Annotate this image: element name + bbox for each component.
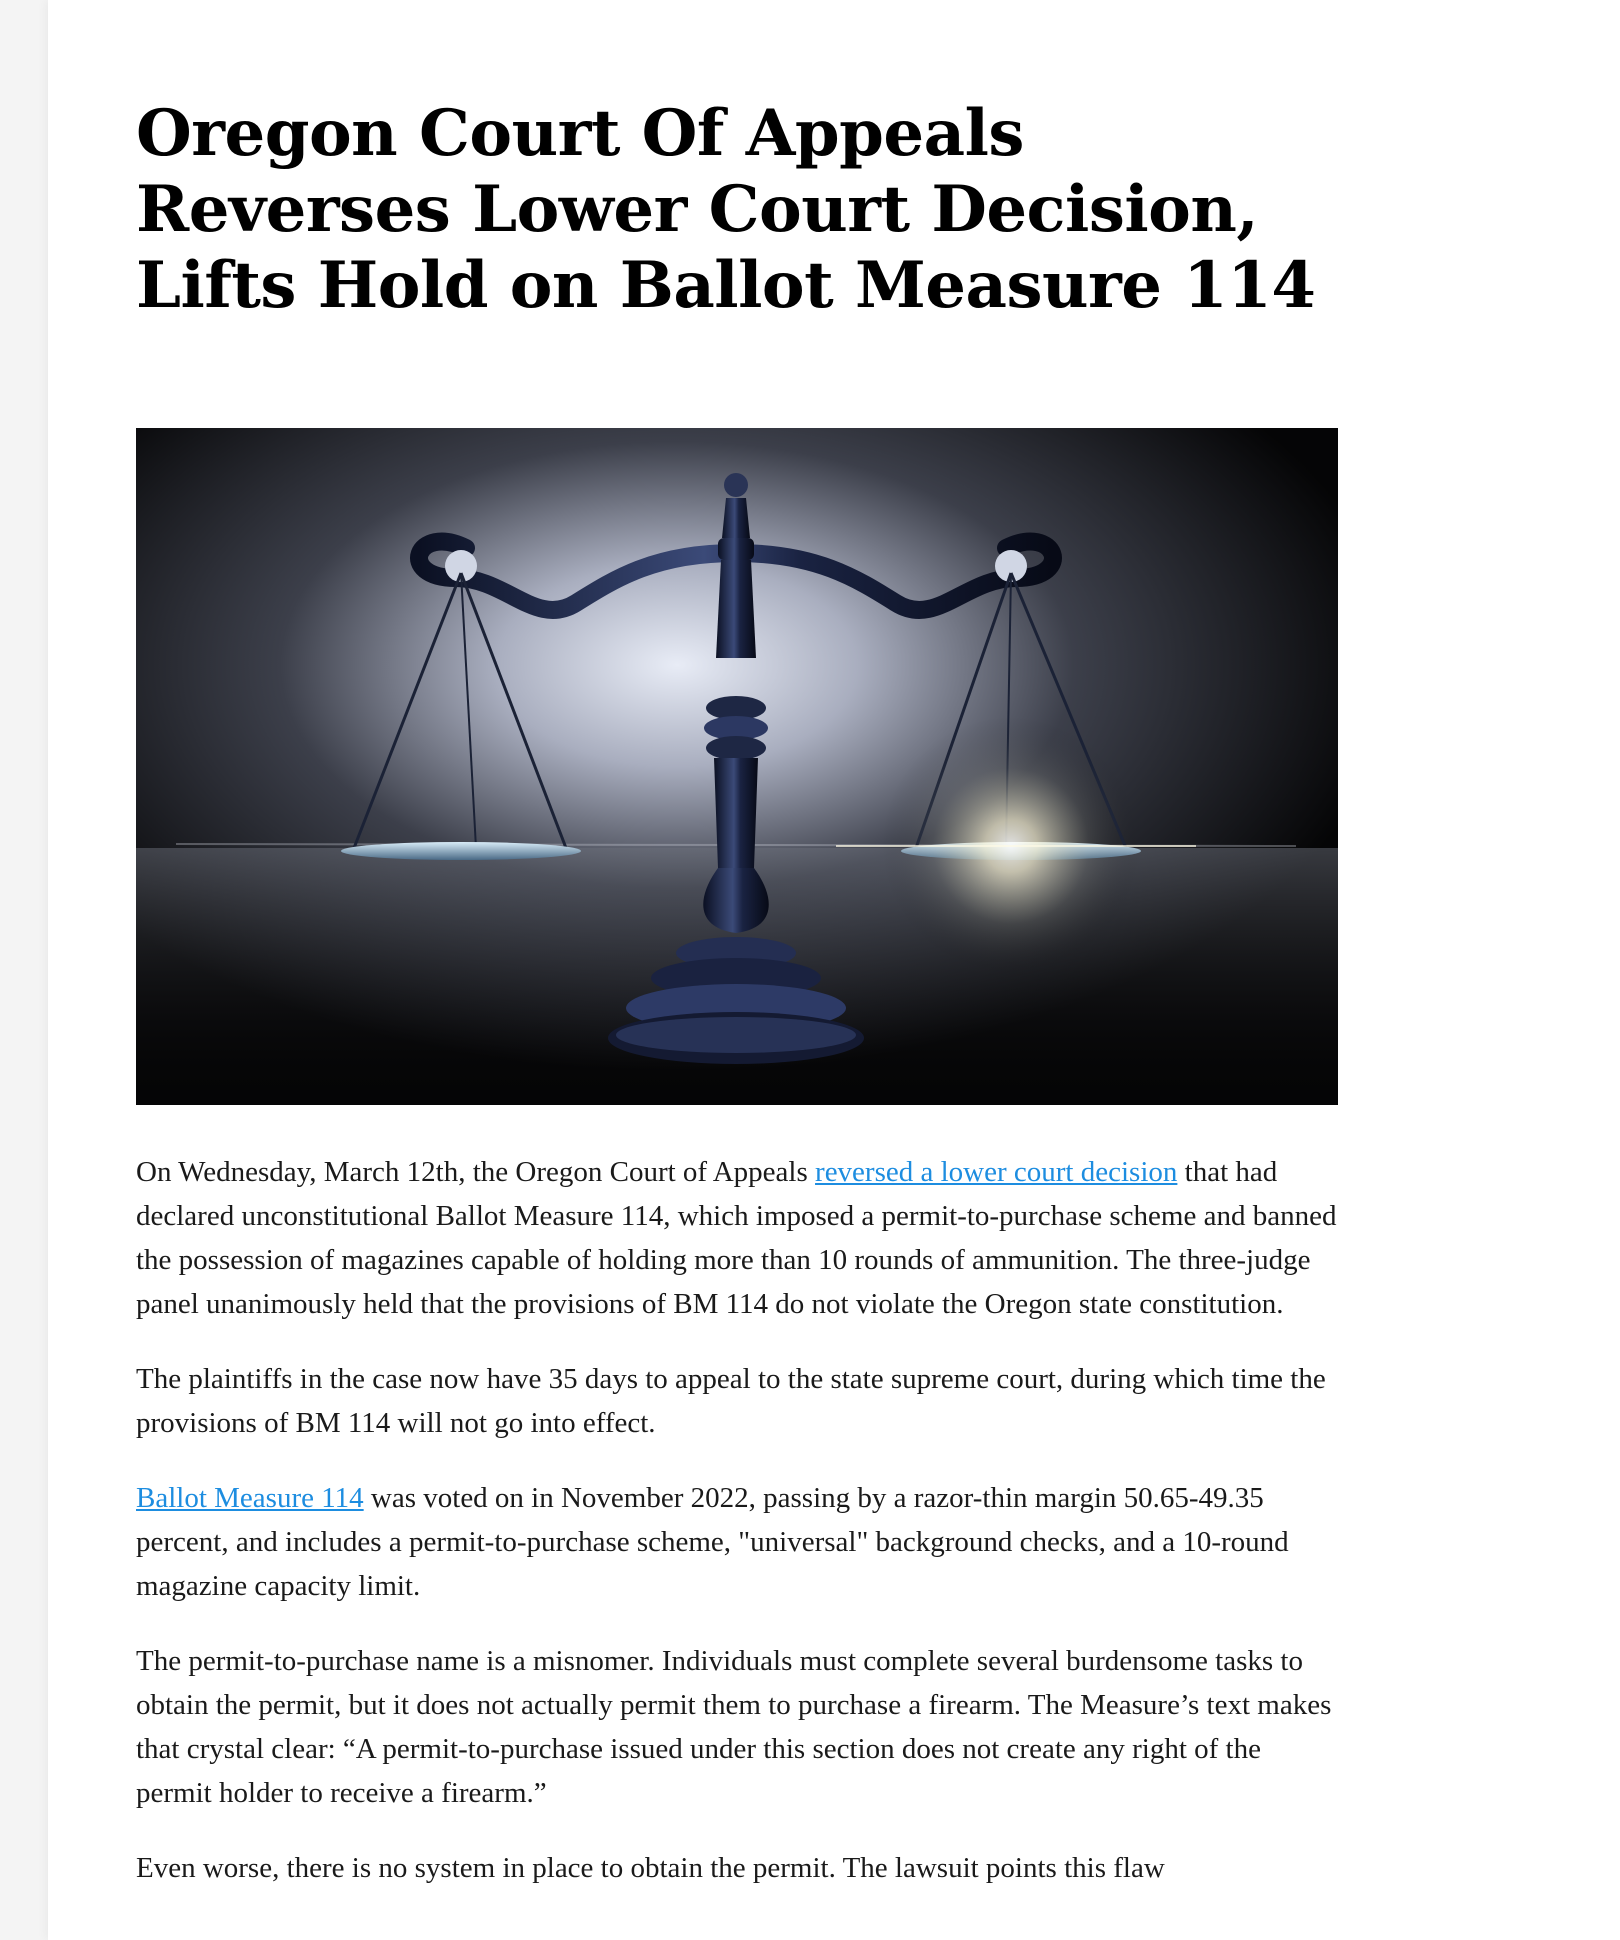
paragraph-3 xyxy=(136,1476,1338,1608)
hero-image-scales-of-justice xyxy=(136,428,1338,1105)
paragraph-2: The plaintiffs in the case now have 35 days to appeal to the state supreme court, during which time the provisions of BM 114 will not go into effect. xyxy=(136,1363,1326,1439)
paragraph-1-text-start: On Wednesday, March 12th, the Oregon Court of Appeals xyxy=(136,1156,816,1188)
article-title: Oregon Court Of Appeals Reverses Lower Court Decision, Lifts Hold on Ballot Measure 114 xyxy=(136,96,1316,323)
paragraph-1 xyxy=(136,1150,1338,1326)
reversed-decision-link[interactable]: reversed a lower court decision xyxy=(815,1156,1178,1188)
paragraph-1-text-end: that had declared unconstitutional Ballot Measure 114, which imposed a permit-to-purchase scheme and banned the possession of magazines capable of holding more than 10 rounds of ammunition. The three-judge panel unanimously held that the provisions of BM 114 do not violate the Oregon state constitution. xyxy=(136,1156,1337,1320)
scales-of-justice-illustration xyxy=(136,428,1338,1105)
article-body xyxy=(136,1150,1338,1921)
paragraph-4: The permit-to-purchase name is a misnomer. Individuals must complete several burdensome tasks to obtain the permit, but it does not actually permit them to purchase a firearm. The Measure’s text makes that crystal clear: “A permit-to-purchase issued under this section does not create any right of the permit holder to receive a firearm.” xyxy=(136,1645,1332,1809)
paragraph-5: Even worse, there is no system in place to obtain the permit. The lawsuit points this flaw xyxy=(136,1852,1165,1884)
ballot-measure-114-link[interactable]: Ballot Measure 114 xyxy=(136,1482,364,1514)
page xyxy=(48,0,1620,1940)
paragraph-3-text: was voted on in November 2022, passing by a razor-thin margin 50.65-49.35 percent, and includes a permit-to-purchase scheme, "universal" background checks, and a 10-round magazine capacity limit. xyxy=(136,1482,1289,1602)
article xyxy=(136,96,1338,1884)
